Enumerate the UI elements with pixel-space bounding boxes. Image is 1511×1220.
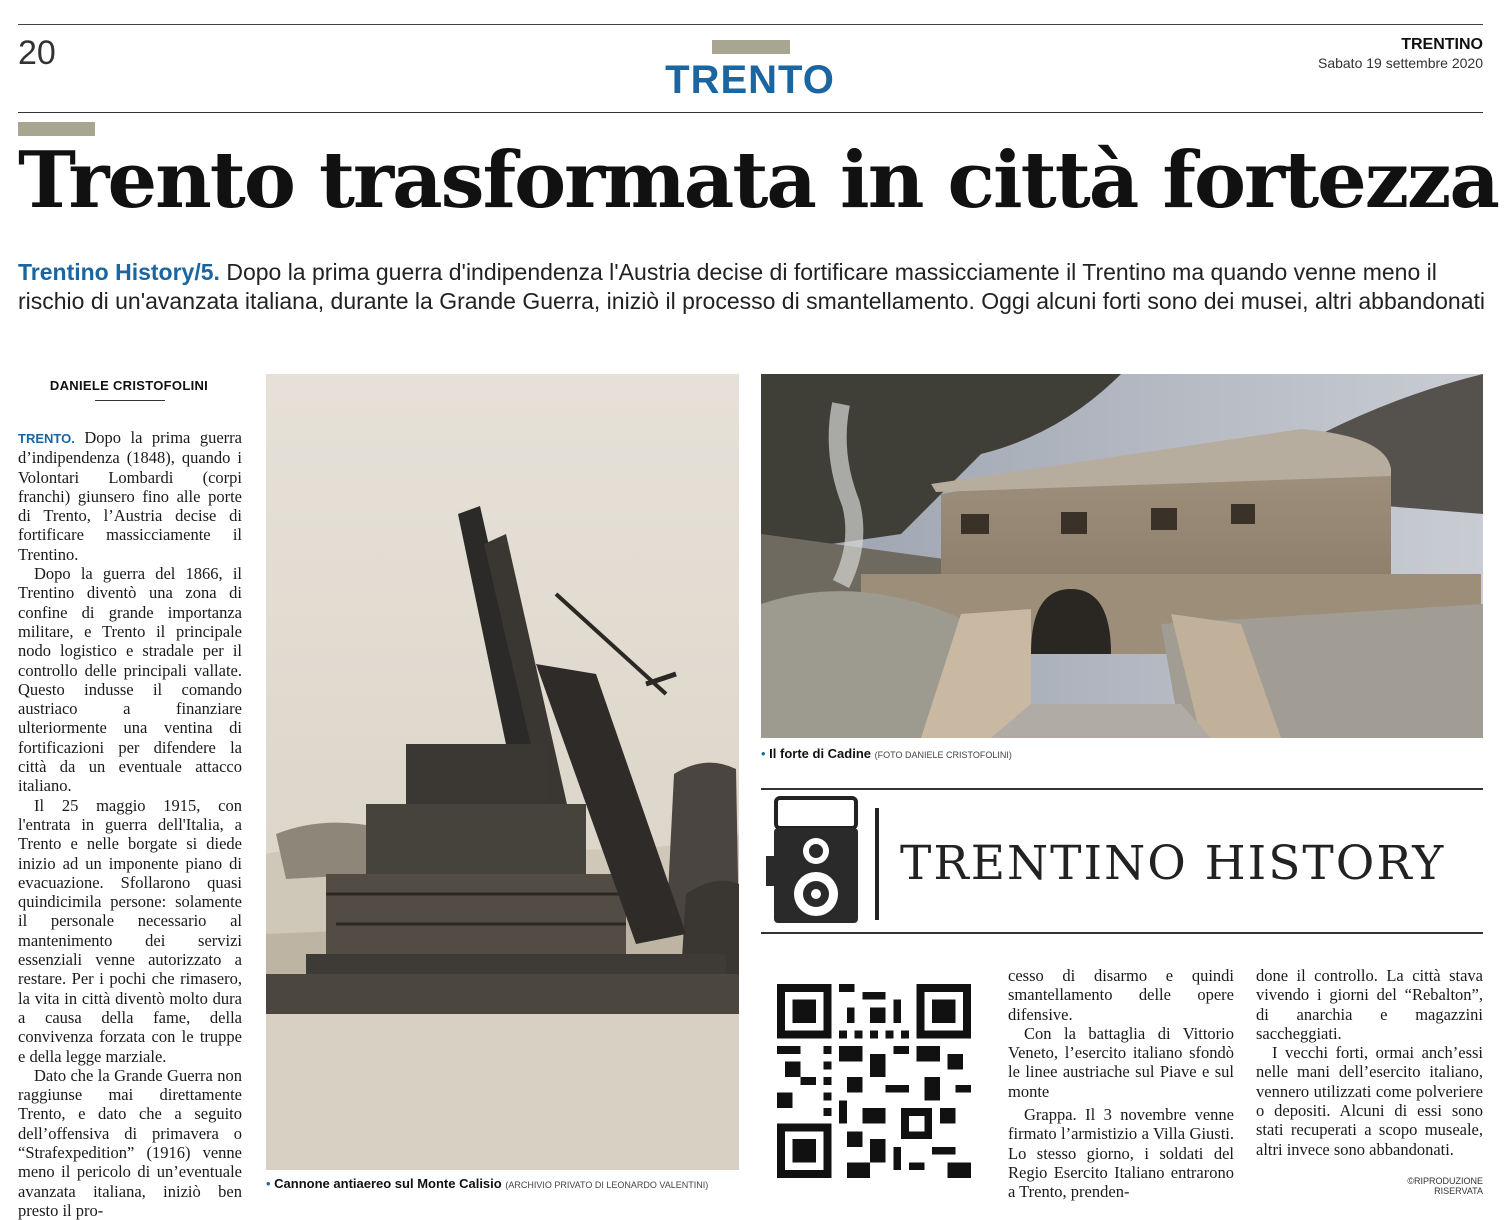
byline-rule — [95, 400, 165, 401]
newspaper-name: TRENTINO — [1401, 36, 1483, 53]
box-divider — [875, 808, 879, 920]
text-column-2 — [1008, 966, 1234, 1202]
top-rule — [18, 24, 1483, 25]
text-column-1 — [18, 428, 242, 1220]
box-bottom-rule — [761, 932, 1483, 934]
dateline: TRENTO. — [18, 431, 75, 446]
kicker-bar — [18, 122, 95, 136]
section-bar — [712, 40, 790, 54]
paragraph: done il controllo. La città stava vivendo i giorni del “Rebalton”, di anarchia e magazzini saccheggiati. — [1256, 966, 1483, 1043]
camera-icon — [766, 796, 866, 926]
headline: Trento trasformata in città fortezza — [18, 135, 1498, 226]
paragraph: Grappa. Il 3 novembre venne firmato l’armistizio a Villa Giusti. Lo stesso giorno, i soldati del Regio Esercito Italiano entrarono a Trento, prenden- — [1008, 1105, 1234, 1202]
paragraph: Con la battaglia di Vittorio Veneto, l’esercito italiano sfondò le linee austriache sul Piave e sul monte — [1008, 1023, 1234, 1101]
paragraph: Dato che la Grande Guerra non raggiunse mai direttamente Trento, e dato che a seguito dell’offensiva di primavera o “Strafexpedition” (1916) venne meno il pericolo di un’eventuale avanzata italiana, iniziò ben presto il pro- — [18, 1065, 242, 1220]
cannon-caption: • Cannone antiaereo sul Monte Calisio (ARCHIVIO PRIVATO DI LEONARDO VALENTINI) — [266, 1176, 709, 1191]
fort-caption: • Il forte di Cadine (FOTO DANIELE CRISTOFOLINI) — [761, 746, 1012, 761]
paragraph: cesso di disarmo e quindi smantellamento delle opere difensive. — [1008, 966, 1234, 1024]
cannon-photo — [266, 374, 739, 1170]
fort-photo — [761, 374, 1483, 738]
header-rule — [18, 112, 1483, 113]
issue-date: Sabato 19 settembre 2020 — [1317, 55, 1483, 71]
paragraph: TRENTO. Dopo la prima guerra d’indipendenza (1848), quando i Volontari Lombardi (corpi franchi) giunsero fino alle porte di Trento, l’Austria decise di fortificare massicciamente il Trentino. — [18, 428, 242, 564]
summary — [18, 258, 1488, 316]
paragraph: I vecchi forti, ormai anch’essi nelle mani dell’esercito italiano, vennero utilizzati come polveriere o depositi. Alcuni di essi sono stati recuperati a scopo museale, altri invece sono abbandonati. — [1256, 1043, 1483, 1159]
paragraph: Dopo la guerra del 1866, il Trentino diventò una zona di confine di grande importanza militare, e Trento il principale nodo logistico e stradale per il controllo delle principali vallate. Questo indusse il comando austriaco a finanziare ulteriormente una ventina di fortificazioni per difendere la città da un eventuale attacco italiano. — [18, 564, 242, 796]
byline: DANIELE CRISTOFOLINI — [49, 378, 209, 393]
section-title: TRENTO — [665, 58, 835, 102]
paragraph: Il 25 maggio 1915, con l'entrata in guerra dell'Italia, a Trento e nelle borgate si diede inizio ad un imponente piano di evacuazione. Sfollarono quasi quindicimila persone: solamente il personale necessario al mantenimento dei servizi essenziali venne autorizzato a restare. Per i pochi che rimasero, la vita in città diventò molto dura a causa della fame, della convivenza forzata con le truppe e della legge marziale. — [18, 795, 242, 1066]
box-title: TRENTINO HISTORY — [900, 836, 1446, 891]
copyright-notice: ©RIPRODUZIONE RISERVATA — [1407, 1176, 1483, 1196]
box-top-rule — [761, 788, 1483, 790]
page-number: 20 — [18, 34, 56, 72]
text-column-3 — [1256, 966, 1483, 1159]
qr-code[interactable] — [777, 984, 971, 1178]
summary-text: Dopo la prima guerra d'indipendenza l'Austria decise di fortificare massicciamente il Trentino ma quando venne meno il rischio di un'avanzata italiana, durante la Grande Guerra, iniziò il processo di smantellamento. Oggi alcuni forti sono dei musei, altri abbandonati — [18, 259, 1485, 314]
summary-tag: Trentino History/5. — [18, 259, 220, 285]
